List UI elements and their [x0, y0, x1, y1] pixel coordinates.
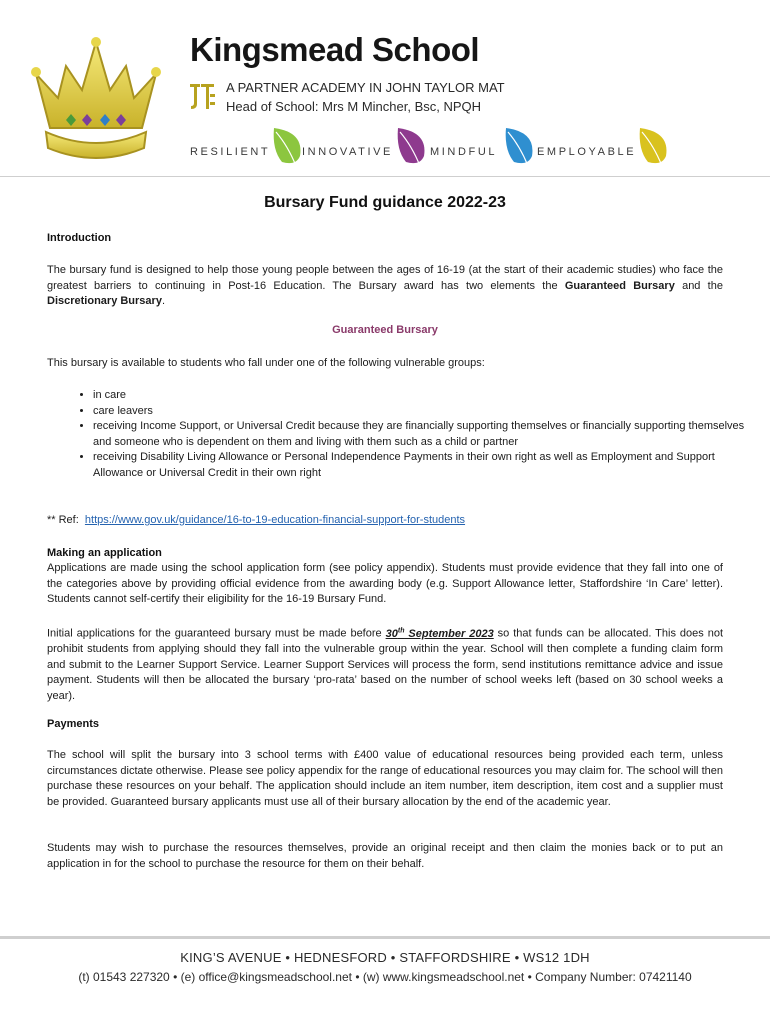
leaf-green-icon [270, 126, 304, 168]
list-item: • care leavers [93, 404, 753, 420]
guaranteed-intro: This bursary is available to students who fall under one of the following vulnerable groups: [47, 357, 485, 369]
guaranteed-bursary-heading: Guaranteed Bursary [332, 324, 438, 336]
introduction-paragraph: The bursary fund is designed to help those young people between the ages of 16-19 (at the start of their academic studies) who face the greatest barriers to continuing in Post-16 Education. The Bursary award has two elements the Guaranteed Bursary and the Discretionary Bursary. [47, 264, 723, 307]
value-employable: EMPLOYABLE [537, 146, 637, 158]
list-item: • receiving Disability Living Allowance or Personal Independence Payments in their own right as well as Employment and Support Allowance or Universal Credit in their own right [93, 450, 753, 481]
deadline-date: 30th September 2023 [385, 627, 494, 640]
value-resilient: RESILIENT [190, 146, 271, 158]
leaf-blue-icon [502, 126, 536, 168]
introduction-heading: Introduction [47, 232, 112, 244]
footer-address: KING’S AVENUE • HEDNESFORD • STAFFORDSHIRE • WS12 1DH [180, 950, 590, 965]
jt-logo [186, 80, 218, 112]
footer-divider [0, 936, 770, 939]
vulnerable-groups-list [47, 388, 753, 481]
header-divider [0, 176, 770, 177]
school-values [190, 126, 750, 170]
initial-applications-paragraph: Initial applications for the guaranteed bursary must be made before 30th September 2023 so that funds can be allocated. This does not prohibit students from applying should they fall into the vulnerable group within the year. School will then complete a funding claim form and submit to the Learner Support Service. Learner Support Services will process the form, send institutions remittance advice and issue payment. Students will then be allocated the bursary ‘pro-rata’ based on the number of school weeks left (based on 30 school weeks a year). [47, 627, 724, 702]
value-mindful: MINDFUL [430, 146, 498, 158]
school-name: Kingsmead School [190, 31, 480, 68]
document-title: Bursary Fund guidance 2022-23 [264, 194, 506, 211]
value-innovative: INNOVATIVE [302, 146, 393, 158]
head-of-school: Head of School: Mrs M Mincher, Bsc, NPQH [226, 99, 482, 114]
reference-line: ** Ref: https://www.gov.uk/guidance/16-to-19-education-financial-support-for-students [47, 514, 466, 526]
payments-paragraph: The school will split the bursary into 3 school terms with £400 value of educational resources being provided each term, unless circumstances dictate otherwise. Please see policy appendix for the range of educational resources you may claim for. The school will then purchase these resources on your behalf. The application should include an item number, item description, item cost and a supplier must be provided. Guaranteed bursary applicants must use all of their bursary allocation by the end of the academic year. [47, 749, 723, 808]
payments-heading: Payments [47, 718, 99, 730]
application-heading: Making an application [47, 547, 162, 559]
leaf-purple-icon [394, 126, 428, 168]
list-item: • in care [93, 388, 753, 404]
list-item: • receiving Income Support, or Universal Credit because they are financially supporting themselves or financially supporting themselves and someone who is dependent on them and living with them such as a child or partner [93, 419, 753, 450]
leaf-yellow-icon [636, 126, 670, 168]
application-paragraph: Applications are made using the school application form (see policy appendix). Students must provide evidence that they fall into one of the categories above by providing official evidence from the awarding body (e.g. Support Allowance letter, Staffordshire ‘In Care’ letter). Students cannot self-certify their eligibility for the 16-19 Bursary Fund. [47, 562, 723, 605]
footer-contact: (t) 01543 227320 • (e) office@kingsmeadschool.net • (w) www.kingsmeadschool.net • Company Number: 07421140 [78, 970, 692, 984]
reference-link[interactable]: https://www.gov.uk/guidance/16-to-19-education-financial-support-for-students [84, 514, 466, 526]
crown-logo [28, 36, 164, 164]
partner-line: A PARTNER ACADEMY IN JOHN TAYLOR MAT [226, 80, 505, 95]
purchase-paragraph: Students may wish to purchase the resources themselves, provide an original receipt and then claim the monies back or to put an application in for the school to purchase the resource for them on their behalf. [47, 842, 723, 870]
